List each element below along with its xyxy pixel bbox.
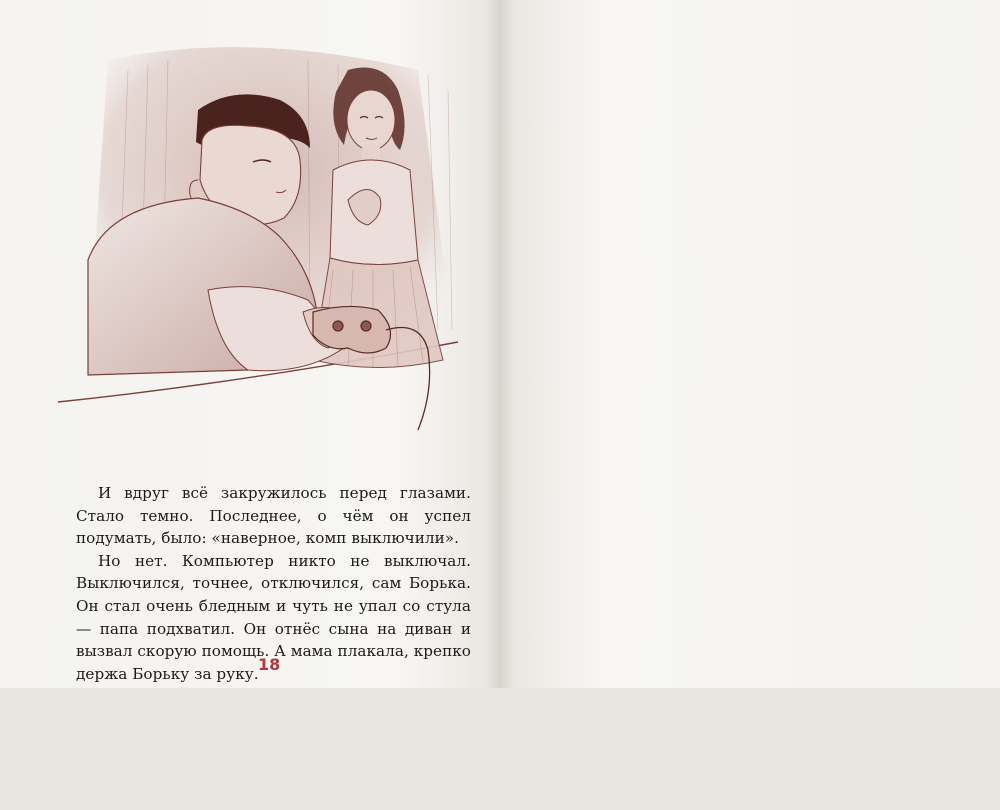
illustration — [48, 30, 468, 460]
sketch-illustration — [48, 30, 468, 460]
left-page — [0, 0, 500, 688]
right-page — [500, 0, 1000, 688]
page-number-left: 18 — [258, 655, 281, 674]
paragraph: Но нет. Компьютер никто не выключал. Выключился, точнее, отключился, сам Борька. Он стал очень бледным и чуть не упал со стула — папа подхватил. Он отнёс сына на диван и вызвал скорую помощь. А мама плакала, крепко держа Борьку за руку. — [76, 551, 471, 683]
paragraph: И вдруг всё закружилось перед глазами. Стало темно. Последнее, о чём он успел подумать, было: «наверное, комп выключили». — [76, 484, 471, 548]
